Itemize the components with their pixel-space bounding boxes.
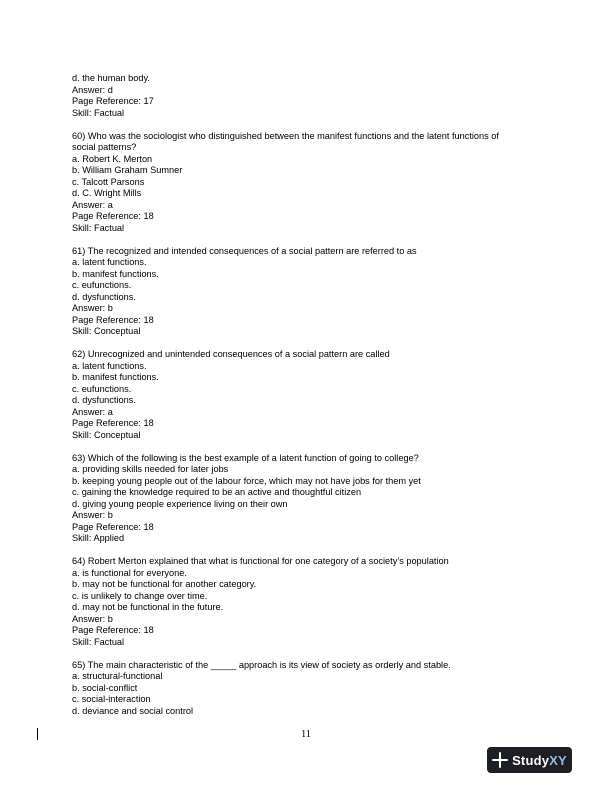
option-c: c. social-interaction	[72, 694, 151, 704]
option-b: b. manifest functions.	[72, 268, 159, 279]
skill: Skill: Factual	[72, 222, 125, 233]
question-stem: 61) The recognized and intended consequences of a social pattern are referred to as	[72, 245, 417, 256]
option-b: b. William Graham Sumner	[72, 165, 183, 175]
document-body	[72, 73, 542, 717]
option-d: d. C. Wright Mills	[72, 188, 142, 198]
answer: Answer: b	[72, 303, 113, 313]
question-61	[72, 246, 542, 338]
option-d: d. deviance and social control	[72, 705, 194, 716]
page-reference: Page Reference: 18	[72, 314, 154, 325]
logo-prefix: Study	[512, 752, 550, 768]
question-stem: social patterns?	[72, 142, 137, 152]
plus-sparkle-icon	[492, 752, 508, 768]
continuation-line: d. the human body.	[72, 73, 150, 83]
option-d: d. giving young people experience living on their own	[72, 498, 288, 509]
logo-text	[512, 753, 567, 768]
option-d: d. may not be functional in the future.	[72, 602, 224, 612]
answer: Answer: b	[72, 613, 113, 624]
question-stem: 60) Who was the sociologist who distinguished between the manifest functions and the latent functions of	[72, 130, 499, 141]
skill: Skill: Factual	[72, 636, 125, 647]
option-a: a. is functional for everyone.	[72, 567, 187, 578]
option-a: a. latent functions.	[72, 257, 147, 267]
option-a: a. providing skills needed for later jobs	[72, 464, 229, 474]
option-b: b. manifest functions.	[72, 372, 159, 382]
option-b: b. may not be functional for another category.	[72, 579, 257, 589]
skill: Skill: Applied	[72, 533, 125, 543]
option-b: b. social-conflict	[72, 682, 138, 693]
page-reference: Page Reference: 18	[72, 418, 154, 428]
page-number: 11	[300, 729, 312, 740]
option-d: d. dysfunctions.	[72, 395, 136, 405]
continuation-answer: Answer: d	[72, 84, 113, 95]
option-c: c. Talcott Parsons	[72, 176, 145, 187]
question-64	[72, 556, 542, 648]
option-b: b. keeping young people out of the labour force, which may not have jobs for them yet	[72, 475, 421, 486]
page-reference: Page Reference: 18	[72, 521, 154, 532]
answer: Answer: b	[72, 510, 113, 520]
answer: Answer: a	[72, 406, 113, 417]
option-c: c. gaining the knowledge required to be an active and thoughtful citizen	[72, 487, 362, 497]
answer: Answer: a	[72, 199, 113, 210]
option-d: d. dysfunctions.	[72, 291, 136, 302]
page-reference: Page Reference: 18	[72, 211, 154, 221]
page-reference: Page Reference: 18	[72, 625, 154, 635]
continuation-skill: Skill: Factual	[72, 107, 125, 118]
question-stem: 64) Robert Merton explained that what is functional for one category of a society’s population	[72, 556, 449, 566]
continuation-block	[72, 73, 542, 119]
question-63	[72, 453, 542, 545]
logo-accent: XY	[549, 752, 567, 768]
question-stem: 65) The main characteristic of the _____ approach is its view of society as orderly and stable.	[72, 659, 451, 670]
continuation-page-ref: Page Reference: 17	[72, 96, 154, 106]
question-62	[72, 349, 542, 441]
question-stem: 62) Unrecognized and unintended consequences of a social pattern are called	[72, 349, 390, 359]
question-60	[72, 131, 542, 235]
studyxy-logo[interactable]	[487, 747, 572, 773]
option-a: a. Robert K. Merton	[72, 153, 153, 164]
question-stem: 63) Which of the following is the best example of a latent function of going to college?	[72, 452, 419, 463]
question-65	[72, 660, 542, 718]
option-c: c. is unlikely to change over time.	[72, 590, 208, 601]
option-a: a. latent functions.	[72, 360, 147, 371]
skill: Skill: Conceptual	[72, 429, 141, 440]
skill: Skill: Conceptual	[72, 326, 141, 336]
option-a: a. structural-functional	[72, 671, 163, 681]
option-c: c. eufunctions.	[72, 383, 132, 394]
option-c: c. eufunctions.	[72, 280, 132, 290]
